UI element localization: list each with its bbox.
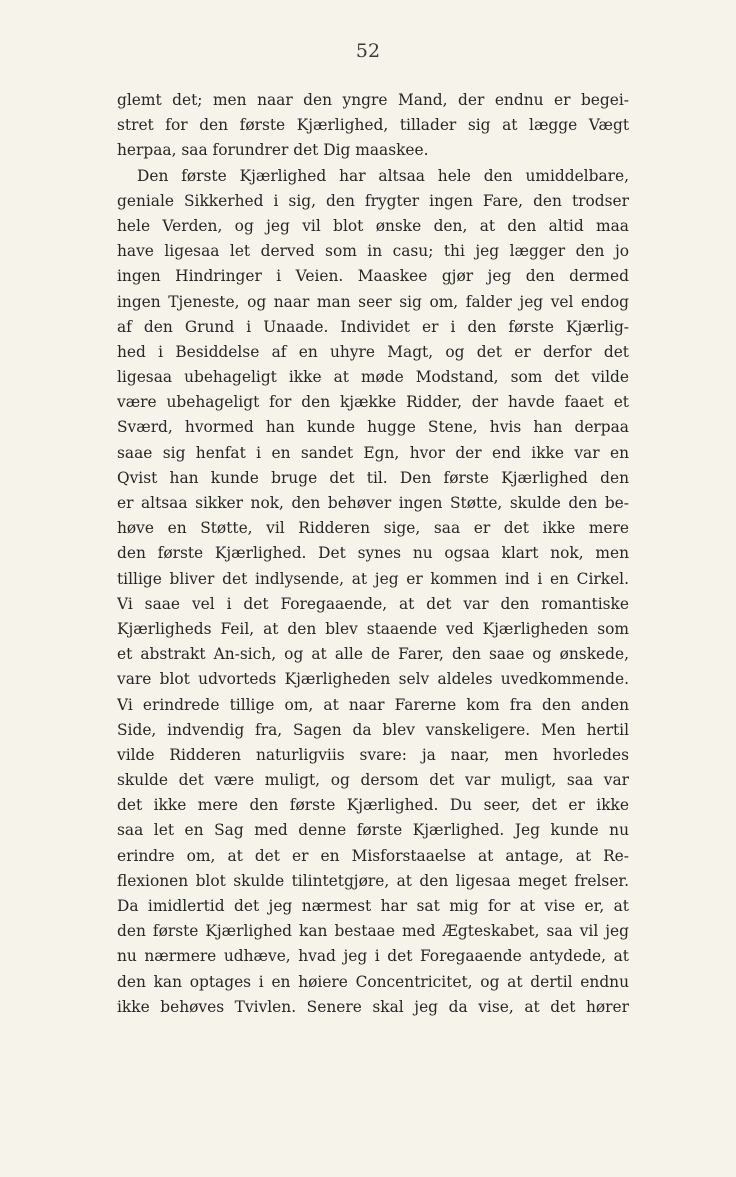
text-line: vare blot udvorteds Kjærligheden selv aldeles uvedkommende. xyxy=(117,670,629,689)
text-line: Da imidlertid det jeg nærmest har sat mig for at vise er, at xyxy=(117,897,629,915)
text-line: skulde det være muligt, og dersom det var muligt, saa var xyxy=(117,771,629,790)
text-line: ikke behøves Tvivlen. Senere skal jeg da vise, at det hører xyxy=(117,997,629,1016)
text-line: have ligesaa let derved som in casu; thi jeg lægger den jo xyxy=(117,242,629,261)
text-line: saae sig henfat i en sandet Egn, hvor der end ikke var en xyxy=(117,443,629,462)
text-line: af den Grund i Unaade. Individet er i den første Kjærlig- xyxy=(117,317,629,336)
text-line: herpaa, saa forundrer det Dig maaskee. xyxy=(117,141,429,160)
text-line: Vi saae vel i det Foregaaende, at det var den romantiske xyxy=(117,594,629,613)
paragraph-start-line: Den første Kjærlighed har altsaa hele den umiddelbare, xyxy=(137,166,629,185)
text-line: geniale Sikkerhed i sig, den frygter ingen Fare, den trodser xyxy=(117,191,629,210)
text-line: den kan optages i en høiere Concentricitet, og at dertil endnu xyxy=(117,972,629,991)
body-text xyxy=(117,88,629,1020)
text-line: det ikke mere den første Kjærlighed. Du seer, det er ikke xyxy=(117,796,629,815)
text-line: hed i Besiddelse af en uhyre Magt, og det er derfor det xyxy=(117,342,629,361)
text-line: være ubehageligt for den kjække Ridder, der havde faaet et xyxy=(117,393,629,412)
text-line: Vi erindrede tillige om, at naar Farerne kom fra den anden xyxy=(117,695,629,714)
text-line: stret for den første Kjærlighed, tillader sig at lægge Vægt xyxy=(117,116,629,135)
text-line: saa let en Sag med denne første Kjærlighed. Jeg kunde nu xyxy=(117,821,629,840)
text-line: den første Kjærlighed. Det synes nu ogsaa klart nok, men xyxy=(117,544,629,563)
text-line: Kjærligheds Feil, at den blev staaende ved Kjærligheden som xyxy=(117,619,629,638)
page-number: 52 xyxy=(355,40,381,62)
text-line: nu nærmere udhæve, hvad jeg i det Foregaaende antydede, at xyxy=(117,947,629,966)
text-line: ingen Hindringer i Veien. Maaskee gjør jeg den dermed xyxy=(117,267,629,286)
text-line: ingen Tjeneste, og naar man seer sig om, falder jeg vel endog xyxy=(117,292,629,311)
text-line: ligesaa ubehageligt ikke at møde Modstand, som det vilde xyxy=(117,368,629,387)
text-line: et abstrakt An-sich, og at alle de Farer, den saae og ønskede, xyxy=(117,645,629,664)
text-line: er altsaa sikker nok, den behøver ingen Støtte, skulde den be- xyxy=(117,494,629,512)
text-line: Side, indvendig fra, Sagen da blev vanskeligere. Men hertil xyxy=(117,720,629,739)
text-line: flexionen blot skulde tilintetgjøre, at den ligesaa meget frelser. xyxy=(117,871,629,890)
text-line: hele Verden, og jeg vil blot ønske den, at den altid maa xyxy=(117,216,629,235)
text-line: Qvist han kunde bruge det til. Den første Kjærlighed den xyxy=(117,468,629,487)
text-line: høve en Støtte, vil Ridderen sige, saa er det ikke mere xyxy=(117,519,629,538)
text-line: Sværd, hvormed han kunde hugge Stene, hvis han derpaa xyxy=(117,418,629,437)
text-line: den første Kjærlighed kan bestaae med Ægteskabet, saa vil jeg xyxy=(117,922,629,941)
text-line: glemt det; men naar den yngre Mand, der endnu er begei- xyxy=(117,91,629,109)
text-line: vilde Ridderen naturligviis svare: ja naar, men hvorledes xyxy=(117,745,629,764)
text-line: erindre om, at det er en Misforstaaelse at antage, at Re- xyxy=(117,846,629,865)
text-line: tillige bliver det indlysende, at jeg er kommen ind i en Cirkel. xyxy=(117,569,629,588)
